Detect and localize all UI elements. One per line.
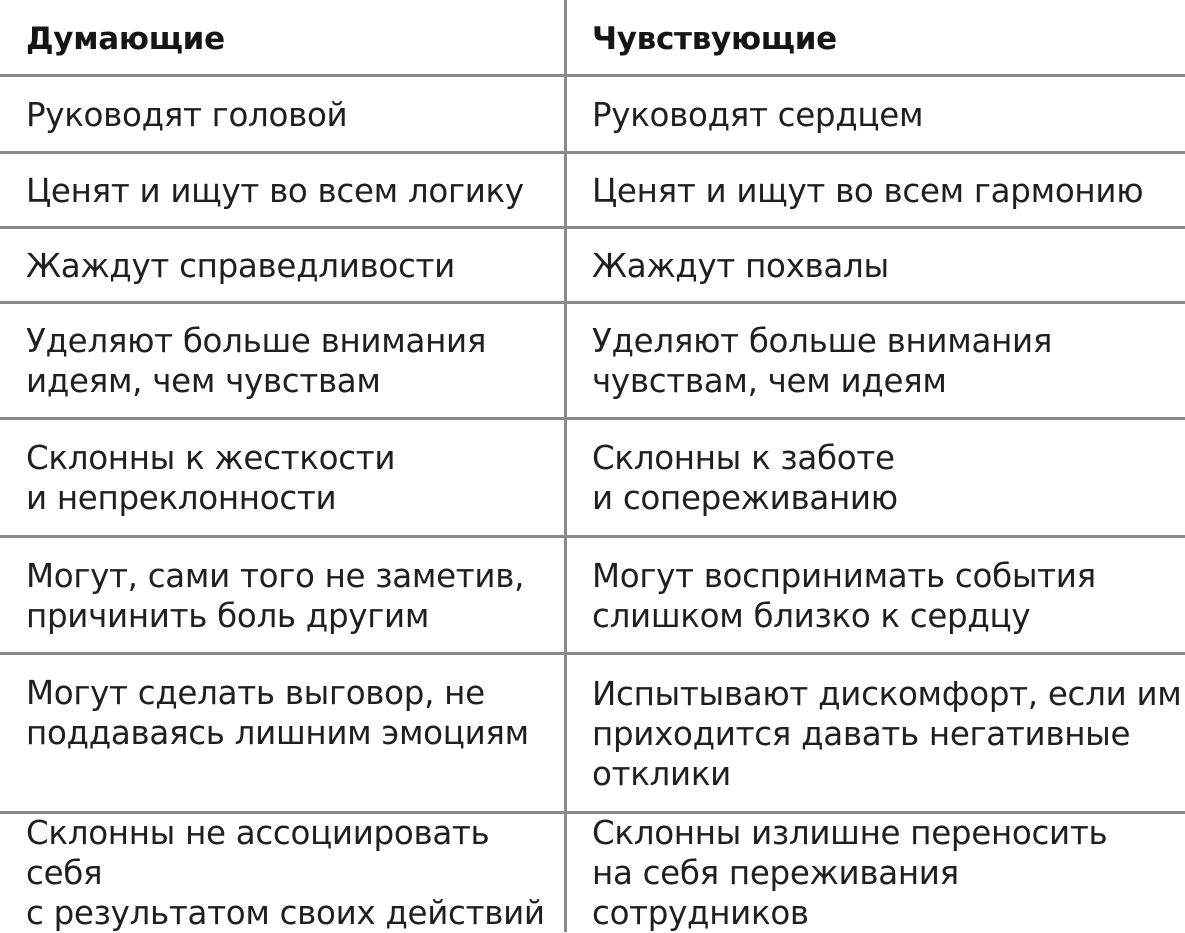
table-row xyxy=(0,814,1185,932)
cell-feeling: Руководят сердцем xyxy=(592,95,924,134)
cell-thinking: Жаждут справедливости xyxy=(26,246,456,285)
table-row xyxy=(0,229,1185,302)
header-feeling: Чувствующие xyxy=(592,20,837,57)
cell-feeling: Жаждут похвалы xyxy=(592,246,889,285)
cell-thinking: Ценят и ищут во всем логику xyxy=(26,171,524,210)
table-row xyxy=(0,77,1185,152)
cell-feeling: Ценят и ищут во всем гармонию xyxy=(592,171,1144,210)
cell-thinking: Руководят головой xyxy=(26,95,348,134)
cell-thinking: Могут сделать выговор, не поддаваясь лишним эмоциям xyxy=(26,674,529,752)
cell-thinking: Могут, сами того не заметив, причинить боль другим xyxy=(26,556,525,635)
cell-feeling: Склонны к заботе и сопереживанию xyxy=(592,439,898,517)
cell-thinking: Уделяют больше внимания идеям, чем чувствам xyxy=(26,322,487,400)
table-row xyxy=(0,538,1185,653)
table-header-row xyxy=(0,0,1185,77)
cell-thinking: Склонны не ассоциировать себя с результатом своих действий xyxy=(26,814,545,932)
cell-feeling: Испытывают дискомфорт, если им приходится давать негативные отклики xyxy=(592,674,1182,793)
cell-feeling: Уделяют больше внимания чувствам, чем идеям xyxy=(592,322,1053,400)
cell-feeling: Могут воспринимать события слишком близко к сердцу xyxy=(592,556,1096,635)
cell-feeling: Склонны излишне переносить на себя переживания сотрудников xyxy=(592,814,1108,932)
table-row xyxy=(0,304,1185,418)
table-row xyxy=(0,655,1185,812)
table-row xyxy=(0,154,1185,227)
header-thinking: Думающие xyxy=(26,20,225,57)
cell-thinking: Склонны к жесткости и непреклонности xyxy=(26,439,396,517)
table-row xyxy=(0,420,1185,536)
